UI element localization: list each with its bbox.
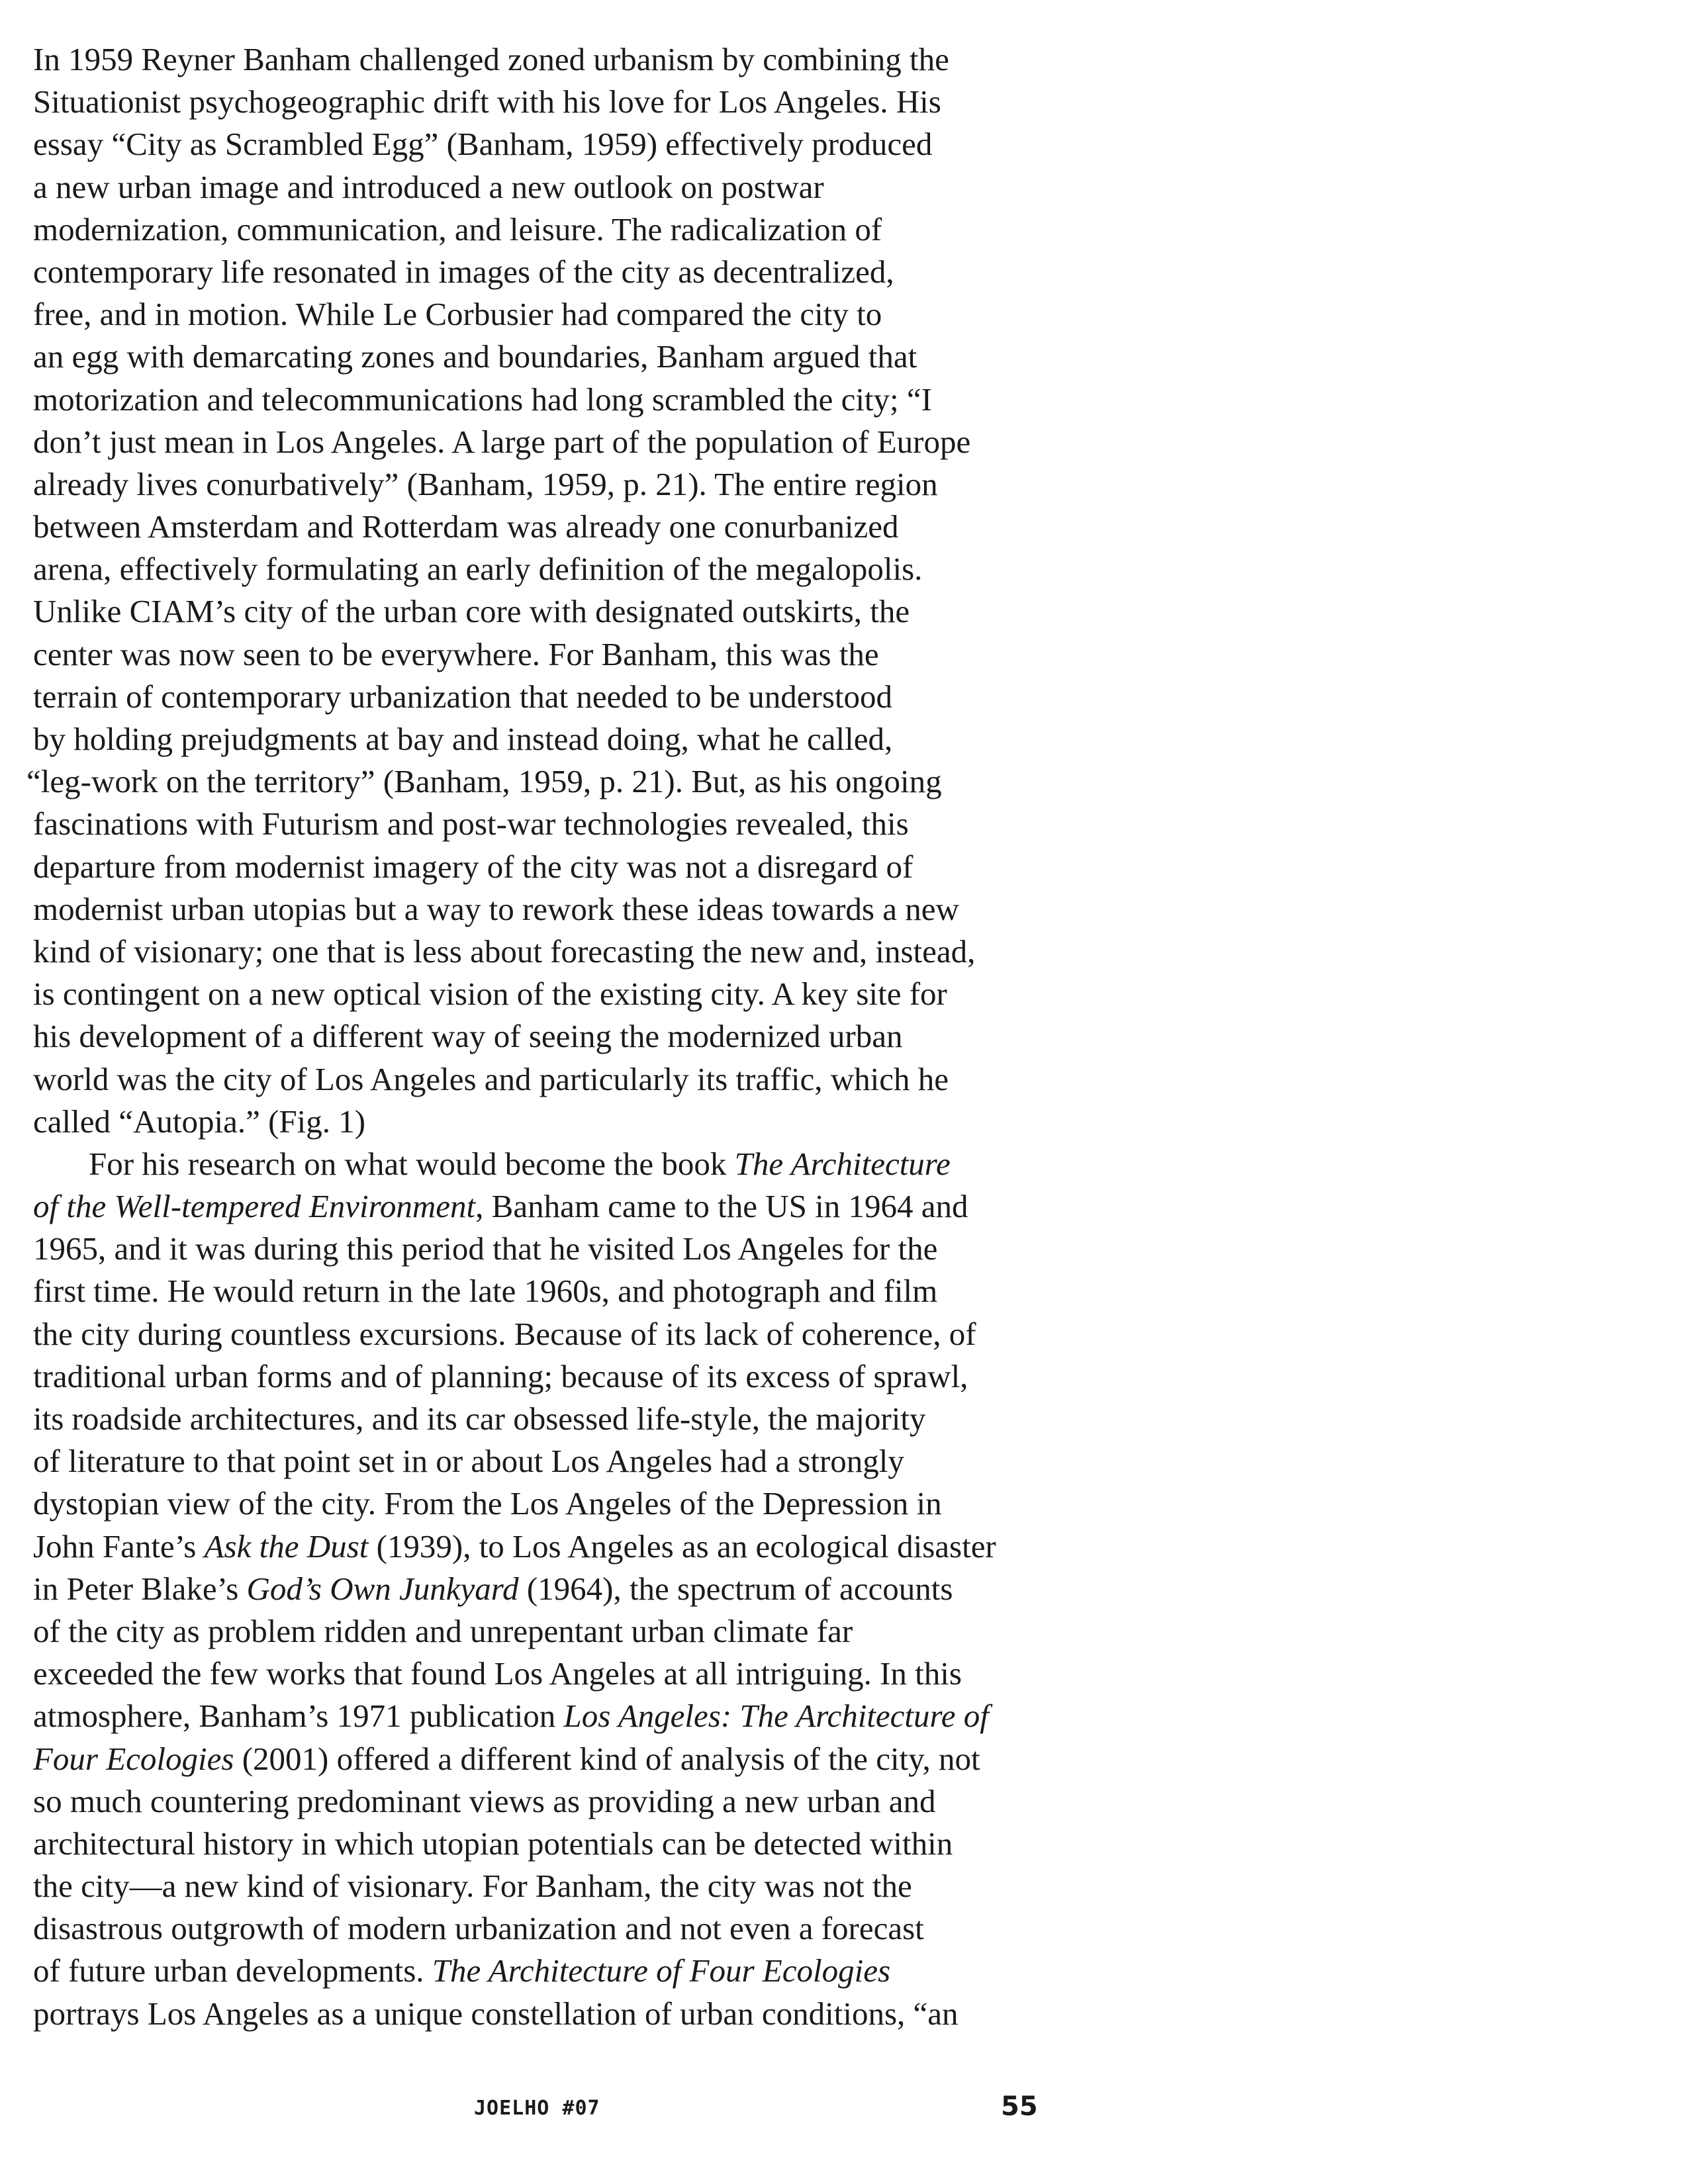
text-line: modernization, communication, and leisure. The radicalization of <box>33 210 882 248</box>
text-line: in Peter Blake’s God’s Own Junkyard (1964), the spectrum of accounts <box>33 1570 953 1607</box>
text-line: free, and in motion. While Le Corbusier had compared the city to <box>33 296 882 333</box>
text-line: already lives conurbatively” (Banham, 1959, p. 21). The entire region <box>33 465 938 502</box>
book-title: of the Well-tempered Environment <box>33 1188 476 1225</box>
text-line: center was now seen to be everywhere. For Banham, this was the <box>33 635 879 672</box>
text-line: Situationist psychogeographic drift with his love for Los Angeles. His <box>33 83 941 120</box>
text-line: “leg-work on the territory” (Banham, 1959, p. 21). But, as his ongoing <box>26 763 942 800</box>
text-line: world was the city of Los Angeles and particularly its traffic, which he <box>33 1060 949 1097</box>
book-title: God’s Own Junkyard <box>246 1570 519 1607</box>
text-line: called “Autopia.” (Fig. 1) <box>33 1103 366 1140</box>
book-title: Four Ecologies <box>33 1740 234 1777</box>
journal-name: JOELHO #07 <box>474 2097 600 2120</box>
text-line: its roadside architectures, and its car obsessed life-style, the majority <box>33 1400 926 1437</box>
text-line: fascinations with Futurism and post-war technologies revealed, this <box>33 805 909 842</box>
text-line: motorization and telecommunications had long scrambled the city; “I <box>33 381 932 418</box>
text-line: disastrous outgrowth of modern urbanization and not even a forecast <box>33 1910 924 1947</box>
text-line: arena, effectively formulating an early definition of the megalopolis. <box>33 551 923 588</box>
text-line: the city during countless excursions. Because of its lack of coherence, of <box>33 1315 976 1352</box>
text-line: contemporary life resonated in images of the city as decentralized, <box>33 253 894 290</box>
text-line: departure from modernist imagery of the city was not a disregard of <box>33 848 914 885</box>
text-line: an egg with demarcating zones and boundaries, Banham argued that <box>33 338 917 375</box>
text-line: modernist urban utopias but a way to rework these ideas towards a new <box>33 890 959 927</box>
text-line: dystopian view of the city. From the Los Angeles of the Depression in <box>33 1485 942 1522</box>
text-line: atmosphere, Banham’s 1971 publication Los Angeles: The Architecture of <box>33 1698 989 1735</box>
text-line: of the Well-tempered Environment, Banham came to the US in 1964 and <box>33 1188 968 1225</box>
text-line: architectural history in which utopian potentials can be detected within <box>33 1825 953 1862</box>
book-title: The Architecture <box>734 1145 951 1182</box>
book-title: Los Angeles: The Architecture of <box>563 1698 989 1735</box>
text-line: of future urban developments. The Architecture of Four Ecologies <box>33 1952 891 1989</box>
book-title: The Architecture of Four Ecologies <box>432 1952 891 1989</box>
text-line: traditional urban forms and of planning; because of its excess of sprawl, <box>33 1357 968 1394</box>
text-line: first time. He would return in the late 1960s, and photograph and film <box>33 1273 938 1310</box>
text-line: is contingent on a new optical vision of the existing city. A key site for <box>33 976 947 1013</box>
text-line: John Fante’s Ask the Dust (1939), to Los Angeles as an ecological disaster <box>33 1527 996 1565</box>
body-text <box>26 38 1066 2035</box>
book-title: Ask the Dust <box>204 1527 369 1565</box>
text-line: Unlike CIAM’s city of the urban core with designated outskirts, the <box>33 593 910 630</box>
text-line: don’t just mean in Los Angeles. A large part of the population of Europe <box>33 423 971 460</box>
text-line: exceeded the few works that found Los Angeles at all intriguing. In this <box>33 1655 962 1692</box>
text-line: 1965, and it was during this period that he visited Los Angeles for the <box>33 1230 938 1267</box>
text-line: essay “City as Scrambled Egg” (Banham, 1959) effectively produced <box>33 126 933 163</box>
text-line: a new urban image and introduced a new outlook on postwar <box>33 168 824 205</box>
text-line: kind of visionary; one that is less about forecasting the new and, instead, <box>33 933 976 970</box>
text-line: of the city as problem ridden and unrepentant urban climate far <box>33 1612 853 1649</box>
text-line: In 1959 Reyner Banham challenged zoned urbanism by combining the <box>33 41 949 77</box>
text-line: terrain of contemporary urbanization that needed to be understood <box>33 678 893 715</box>
text-line: between Amsterdam and Rotterdam was already one conurbanized <box>33 508 899 545</box>
text-line: by holding prejudgments at bay and instead doing, what he called, <box>33 721 893 757</box>
text-line: portrays Los Angeles as a unique constellation of urban conditions, “an <box>33 1995 959 2032</box>
text-line: the city—a new kind of visionary. For Banham, the city was not the <box>33 1868 912 1905</box>
page-number: 55 <box>1001 2091 1038 2122</box>
text-line: his development of a different way of seeing the modernized urban <box>33 1018 903 1055</box>
text-line: of literature to that point set in or about Los Angeles had a strongly <box>33 1443 904 1480</box>
text-line: so much countering predominant views as providing a new urban and <box>33 1782 936 1819</box>
text-line: Four Ecologies (2001) offered a different kind of analysis of the city, not <box>33 1740 980 1777</box>
paragraph-start-line: For his research on what would become the book The Architecture <box>89 1145 951 1182</box>
